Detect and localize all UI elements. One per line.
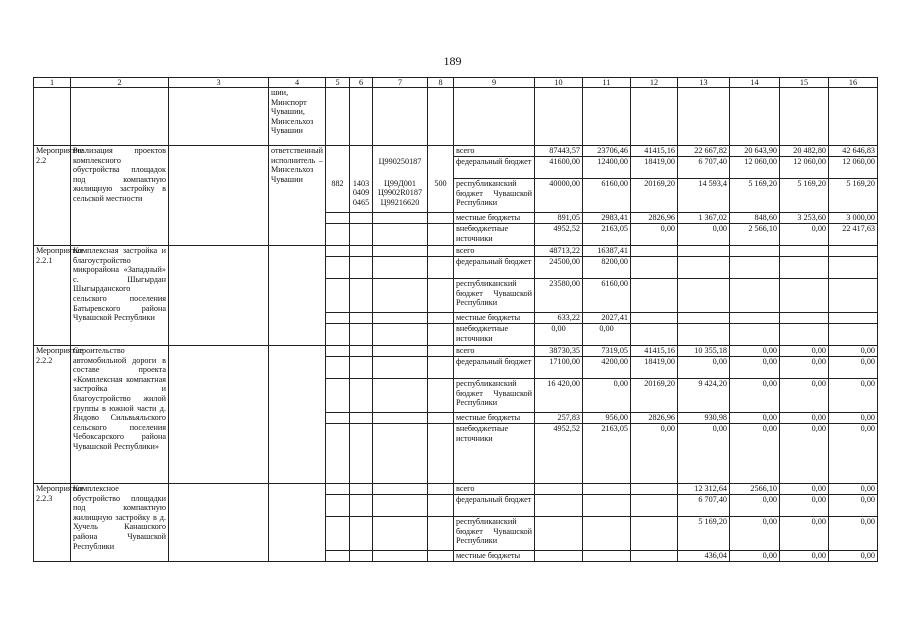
measure-id: Мероприятие 2.2.3 [34, 484, 71, 562]
value-cell: 38730,35 [535, 346, 583, 357]
value-cell: 0,00 [780, 346, 829, 357]
value-cell: 930,98 [678, 413, 730, 424]
value-cell [583, 495, 631, 517]
value-cell: 12400,00 [583, 157, 631, 179]
value-cell: 4200,00 [583, 357, 631, 379]
value-cell: 0,00 [829, 413, 878, 424]
funding-source: республиканский бюджет Чувашской Республики [454, 517, 535, 551]
funding-source: местные бюджеты [454, 213, 535, 224]
value-cell: 0,00 [730, 346, 780, 357]
value-cell: 41415,16 [631, 146, 678, 157]
value-cell [535, 495, 583, 517]
page-number: 189 [443, 54, 462, 68]
value-cell: 6160,00 [583, 279, 631, 313]
value-cell: 0,00 [829, 551, 878, 562]
value-cell: 2826,96 [631, 413, 678, 424]
col-header: 5 [326, 78, 350, 88]
value-cell: 87443,57 [535, 146, 583, 157]
value-cell [631, 551, 678, 562]
value-cell: 0,00 [829, 357, 878, 379]
value-cell: 0,00 [829, 495, 878, 517]
col-header: 6 [350, 78, 373, 88]
value-cell: 436,04 [678, 551, 730, 562]
funding-source: всего [454, 346, 535, 357]
col-header: 9 [454, 78, 535, 88]
value-cell: 0,00 [829, 424, 878, 484]
value-cell: 23580,00 [535, 279, 583, 313]
value-cell: 2566,10 [730, 484, 780, 495]
col-header: 3 [169, 78, 269, 88]
value-cell: 41415,16 [631, 346, 678, 357]
col-header: 12 [631, 78, 678, 88]
value-cell: 5 169,20 [678, 517, 730, 551]
value-cell: 2027,41 [583, 313, 631, 324]
value-cell: 0,00 [678, 224, 730, 246]
col-header: 1 [34, 78, 71, 88]
funding-source: внебюджетные источники [454, 224, 535, 246]
col-header: 13 [678, 78, 730, 88]
value-cell [535, 484, 583, 495]
value-cell: 9 424,20 [678, 379, 730, 413]
value-cell: 0,00 [730, 357, 780, 379]
value-cell: 2 566,10 [730, 224, 780, 246]
budget-code: Ц99Д001 Ц9902R0187 Ц99216620 [373, 179, 428, 213]
value-cell: 0,00 [730, 495, 780, 517]
measure-id: Мероприятие 2.2 [34, 146, 71, 246]
value-cell: 5 169,20 [780, 179, 829, 213]
budget-code: 1403 0409 0465 [350, 179, 373, 213]
program-table [33, 77, 878, 562]
value-cell: 0,00 [780, 517, 829, 551]
funding-source: местные бюджеты [454, 551, 535, 562]
value-cell: 5 169,20 [829, 179, 878, 213]
col-header: 16 [829, 78, 878, 88]
value-cell: 0,00 [829, 517, 878, 551]
measure-name: Строительство автомобильной дороги в составе проекта «Комплексная компактная застройка и благоустройство жилой группы в южной части д. Яндово Сильвьяльского сельского поселения Чебоксарского района Чувашской Республики» [71, 346, 169, 484]
col-header: 10 [535, 78, 583, 88]
value-cell [583, 517, 631, 551]
measure-name: Реализация проектов комплексного обустройства площадок под компактную жилищную застройку в сельской местности [71, 146, 169, 246]
value-cell: 12 060,00 [730, 157, 780, 179]
value-cell: 22 667,82 [678, 146, 730, 157]
value-cell: 0,00 [678, 424, 730, 484]
funding-source: местные бюджеты [454, 313, 535, 324]
value-cell: 0,00 [780, 551, 829, 562]
col-header: 7 [373, 78, 428, 88]
value-cell: 14 593,4 [678, 179, 730, 213]
value-cell: 20 482,80 [780, 146, 829, 157]
value-cell: 20169,20 [631, 379, 678, 413]
value-cell: 0,00 [780, 484, 829, 495]
value-cell: 0,00 [583, 379, 631, 413]
value-cell: 23706,46 [583, 146, 631, 157]
value-cell: 12 312,64 [678, 484, 730, 495]
measure-name: Комплексная застройка и благоустройство микрорайона «Западный» с. Шыгырдан Шыгырданского сельского поселения Батыревского района Чувашской Республики [71, 246, 169, 346]
value-cell: 0,00 [631, 224, 678, 246]
value-cell [535, 517, 583, 551]
funding-source: республиканский бюджет Чувашской Республики [454, 379, 535, 413]
value-cell: 257,83 [535, 413, 583, 424]
col-header: 14 [730, 78, 780, 88]
value-cell: 16387,41 [583, 246, 631, 257]
value-cell: 0,00 [780, 357, 829, 379]
value-cell: 0,00 [678, 357, 730, 379]
value-cell: 0,00 [780, 413, 829, 424]
funding-source: федеральный бюджет [454, 157, 535, 179]
table-row [34, 146, 878, 157]
value-cell: 0,00 [780, 495, 829, 517]
value-cell: 12 060,00 [829, 157, 878, 179]
value-cell: 0,00 [829, 346, 878, 357]
value-cell: 0,00 [780, 424, 829, 484]
value-cell: 0,00 [780, 379, 829, 413]
value-cell: 0,00 [730, 413, 780, 424]
value-cell [583, 551, 631, 562]
col-header: 2 [71, 78, 169, 88]
value-cell: 2983,41 [583, 213, 631, 224]
funding-source: федеральный бюджет [454, 495, 535, 517]
value-cell: 633,22 [535, 313, 583, 324]
value-cell: 0,00 [730, 517, 780, 551]
value-cell: 6160,00 [583, 179, 631, 213]
value-cell: 3 253,60 [780, 213, 829, 224]
value-cell [631, 517, 678, 551]
responsible-executor: ответственный исполнитель – Минсельхоз Чувашии [269, 146, 326, 246]
value-cell: 8200,00 [583, 257, 631, 279]
col-header: 15 [780, 78, 829, 88]
value-cell: 42 646,83 [829, 146, 878, 157]
value-cell: 848,60 [730, 213, 780, 224]
col-header: 11 [583, 78, 631, 88]
table-row [34, 346, 878, 357]
funding-source: всего [454, 246, 535, 257]
value-cell: 0,00 [535, 324, 583, 346]
value-cell: 3 000,00 [829, 213, 878, 224]
table-row [34, 246, 878, 257]
measure-name: Комплексное обустройство площадки под компактную жилищную застройку в д. Хучель Канашского района Чувашской Республики [71, 484, 169, 562]
value-cell: 0,00 [583, 324, 631, 346]
value-cell: 7319,05 [583, 346, 631, 357]
value-cell: 0,00 [780, 224, 829, 246]
value-cell [631, 495, 678, 517]
funding-source: внебюджетные источники [454, 424, 535, 484]
table-row [34, 484, 878, 495]
value-cell: 2163,05 [583, 424, 631, 484]
value-cell: 24500,00 [535, 257, 583, 279]
responsible-executor: шии, Минспорт Чувашии, Минсельхоз Чувашии [269, 88, 326, 146]
funding-source: республиканский бюджет Чувашской Республики [454, 279, 535, 313]
column-number-row [34, 78, 878, 88]
funding-source: местные бюджеты [454, 413, 535, 424]
value-cell: 12 060,00 [780, 157, 829, 179]
budget-code: 500 [428, 179, 454, 213]
measure-id: Мероприятие 2.2.1 [34, 246, 71, 346]
value-cell: 18419,00 [631, 357, 678, 379]
value-cell: 5 169,20 [730, 179, 780, 213]
value-cell: 17100,00 [535, 357, 583, 379]
budget-code: 882 [326, 179, 350, 213]
funding-source: республиканский бюджет Чувашской Республики [454, 179, 535, 213]
measure-id: Мероприятие 2.2.2 [34, 346, 71, 484]
value-cell: 2826,96 [631, 213, 678, 224]
value-cell: 0,00 [829, 379, 878, 413]
value-cell [535, 551, 583, 562]
value-cell: 0,00 [730, 379, 780, 413]
value-cell: 10 355,18 [678, 346, 730, 357]
value-cell: 956,00 [583, 413, 631, 424]
value-cell: 891,05 [535, 213, 583, 224]
value-cell [631, 484, 678, 495]
col-header: 4 [269, 78, 326, 88]
col-header: 8 [428, 78, 454, 88]
value-cell: 48713,22 [535, 246, 583, 257]
funding-source: внебюджетные источники [454, 324, 535, 346]
value-cell: 16 420,00 [535, 379, 583, 413]
value-cell: 20 643,90 [730, 146, 780, 157]
value-cell: 2163,05 [583, 224, 631, 246]
value-cell: 4952,52 [535, 424, 583, 484]
value-cell: 40000,00 [535, 179, 583, 213]
value-cell: 0,00 [730, 424, 780, 484]
funding-source: всего [454, 484, 535, 495]
value-cell: 22 417,63 [829, 224, 878, 246]
value-cell: 20169,20 [631, 179, 678, 213]
value-cell: 4952,52 [535, 224, 583, 246]
continuation-row [34, 88, 878, 146]
funding-source: федеральный бюджет [454, 357, 535, 379]
value-cell: 0,00 [829, 484, 878, 495]
funding-source: федеральный бюджет [454, 257, 535, 279]
value-cell: 6 707,40 [678, 157, 730, 179]
value-cell [583, 484, 631, 495]
value-cell: 18419,00 [631, 157, 678, 179]
value-cell: 41600,00 [535, 157, 583, 179]
budget-code: Ц990250187 [373, 157, 428, 179]
value-cell: 1 367,02 [678, 213, 730, 224]
value-cell: 0,00 [730, 551, 780, 562]
value-cell: 0,00 [631, 424, 678, 484]
funding-source: всего [454, 146, 535, 157]
value-cell: 6 707,40 [678, 495, 730, 517]
